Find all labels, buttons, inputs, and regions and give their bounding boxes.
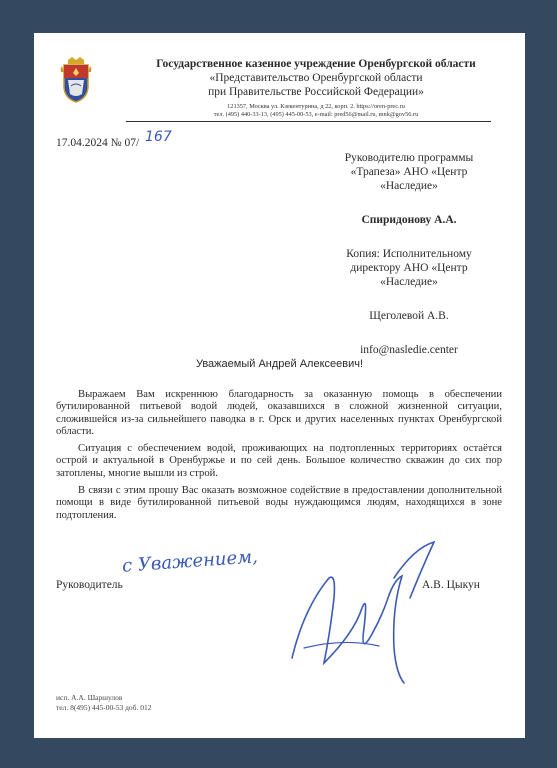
recipient-name: Спиридонову А.А. [361, 214, 457, 226]
letter-sheet [34, 33, 525, 738]
signatory-title: Руководитель [56, 579, 123, 591]
org-address-line1: 121357, Москва ул. Кзекентурина, д 22, корп. 2. https://oren-prec.ru [227, 103, 405, 110]
handwritten-number: 167 [145, 129, 172, 145]
handwritten-signature [284, 538, 449, 688]
greeting: Уважаемый Андрей Алексеевич! [195, 358, 364, 370]
copy-title [319, 247, 499, 289]
recipient-title-line: Руководителю программы [344, 152, 474, 164]
recipient-title-line: «Трапеза» АНО «Центр [350, 166, 468, 178]
org-name-line1: Государственное казенное учреждение Оренбургской области [156, 58, 476, 70]
coat-of-arms-icon [58, 56, 94, 104]
body-paragraph: Выражаем Вам искреннюю благодарность за оказанную помощь в обеспечении бутилированной питьевой водой людей, оказавшихся в сложной жизненной ситуации, сложившейся из-за сильнейшего паводка в г. Орск и других населенных пунктах Оренбургской области. [56, 389, 502, 437]
header-divider [126, 121, 491, 122]
recipient-email: info@nasledie.center [360, 344, 458, 356]
executor-phone: тел. 8(495) 445-00-53 доб. 012 [56, 703, 152, 712]
executor-name: исп. А.А. Шаршулов [56, 693, 123, 702]
signatory-name: А.В. Цыкун [422, 579, 480, 591]
addressee-block [319, 151, 499, 377]
executor-footer [56, 693, 151, 713]
recipient-title [319, 151, 499, 193]
copy-title-line: «Наследие» [380, 276, 438, 288]
letter-date-number: 17.04.2024 № 07/ [56, 137, 140, 149]
body-paragraph: В связи с этим прошу Вас оказать возможное содействие в предоставлении дополнительной помощи в виде бутилированной питьевой воды нуждающимся людям, находящихся в зоне подтопления. [56, 485, 502, 521]
copy-title-line: Копия: Исполнительному [346, 248, 472, 260]
copy-name: Щеголевой А.В. [369, 310, 449, 322]
recipient-title-line: «Наследие» [380, 180, 438, 192]
copy-title-line: директору АНО «Центр [350, 262, 468, 274]
org-name-line2: «Представительство Оренбургской области [209, 72, 423, 84]
letter-body [56, 389, 502, 527]
organization-header [126, 57, 506, 119]
body-paragraph: Ситуация с обеспечением водой, проживающих на подтопленных территориях остаётся острой и актуальной в Оренбуржье и по сей день. Большое количество скважин до сих пор затоплены, многие вышли из строй. [56, 443, 502, 479]
handwritten-closing: с Уважением, [121, 546, 259, 577]
org-address-line2: тел. (495) 440-33-13, (495) 445-00-53, e-mail: pred56@mail.ru, mnk@gov56.ru [213, 111, 419, 118]
org-name-line3: при Правительстве Российской Федерации» [208, 86, 424, 98]
